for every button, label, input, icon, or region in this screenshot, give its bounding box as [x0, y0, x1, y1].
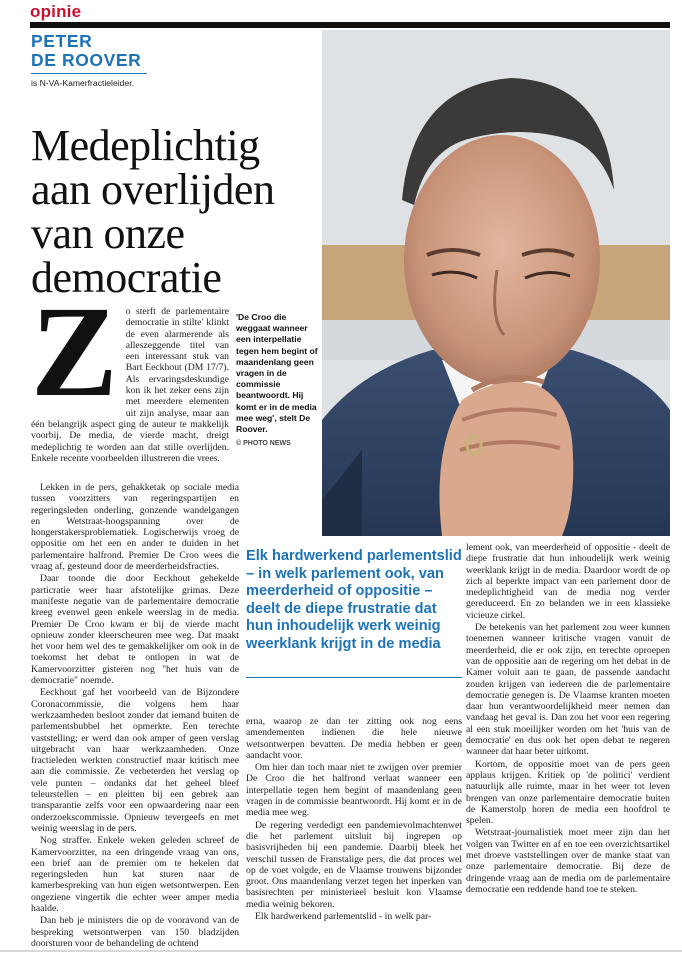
pull-quote-big: Elk hardwerkend parlementslid – in welk parlement ook, van meerderheid of oppositie – deelt de diepe frustratie dat hun inhoudelijk werk weinig weerklank krijgt in de media	[246, 548, 462, 652]
portrait-illustration	[322, 30, 670, 536]
footer-rule	[0, 950, 682, 952]
column-2	[246, 716, 462, 922]
paragraph: lement ook, van meerderheid of oppositie - deelt de diepe frustratie dat hun inhoudelijk werk weinig weerklank krijgt in de media. Daardoor wordt de op zich al beperkte impact van een parlement door de medeplichtigheid van de media nog verder gereduceerd. En zo belanden we in een klassieke vicieuze cirkel.	[466, 542, 670, 621]
top-rule	[30, 22, 670, 28]
paragraph: Nog straffer. Enkele weken geleden schreef de Kamervoorzitter, na een dringende vraag van ons, een brief aan de premier om te hekelen dat regeringsleden hun kat sturen naar de kamerbespreking van hun eigen wetsontwerpen. Een ongeziene vingertik die echter weer amper media haalde.	[31, 835, 239, 914]
paragraph: De regering verdedigt een pandemievolmachtenwet die het parlement uitsluit bij ingrepen op basisvrijheden bij een pandemie. Daarbij bleek het verschil tussen de Franstalige pers, die dat proces wel op de voet volgde, en de Vlaamse trouwens bijzonder groot. Ons maandenlang verzet tegen het inperken van basisrechten per ministerieel besluit kon Vlaamse media weinig bekoren.	[246, 819, 462, 910]
intro-paragraph: o sterft de parlementaire democratie in stilte' klinkt de even alarmerende als alleszeggende titel van een interessant stuk van Bart Eeckhout (DM 17/7). Als ervaringsdeskundige kon ik het zeker eens zijn met meerdere elementen uit zijn analyse, maar aan één belangrijk aspect ging de auteur te makkelijk voorbij. De media, de vierde macht, dreigt medeplichtig te worden aan dat stille overlijden. Enkele recente voorbeelden illustreren die vrees.	[31, 306, 229, 464]
paragraph: Lekken in de pers, gehakketak op sociale media tussen voorzitters van regeringspartijen en regeringsleden onderling, gonzende wandelgangen en Wetstraat-hoogspanning over de hongerstakersproblematiek. Logischerwijs vroeg de oppositie om het een en ander te duiden in het parlementaire halfrond. Premier De Croo wees die vraag af, gesteund door de meerderheidsfracties.	[31, 482, 239, 573]
paragraph: Dan heb je ministers die op de vooravond van de bespreking wetsontwerpen van 150 bladzijden doorsturen voor de behandeling de ochtend	[31, 915, 239, 949]
paragraph: Daar toonde die door Eeckhout gehekelde particratie weer haar afstotelijke grimas. Deze manifeste negatie van de parlementaire democratie kreeg evenwel geen enkele weerslag in de media. Premier De Croo kwam er bij de vierde macht opnieuw zonder kleerscheuren mee weg. Dat maakt het voor hem wel des te gemakkelijker om ook in de toekomst het debat te ontlopen in wat de Kamervoorzitter gisteren nog "het huis van de democratie" noemde.	[31, 573, 239, 687]
portrait-photo	[322, 30, 670, 536]
paragraph: Wetstraat-journalistiek moet meer zijn dan het volgen van Twitter en af en toe een overzichtsartikel met droeve vaststellingen over de manke staat van onze parlementaire democratie. Bij deze de dringende vraag aan de media om de parlementaire democratie een reddende hand toe te steken.	[466, 827, 670, 895]
dropcap: Z	[31, 280, 118, 424]
section-label: opinie	[30, 2, 82, 21]
author-rule	[31, 73, 147, 74]
pull-quote-small-text: 'De Croo die weggaat wanneer een interpellatie tegen hem begint of maandenlang geen vragen in de commissie beantwoordt. Hij komt er in de media mee weg', stelt De Roover.	[236, 312, 318, 435]
pull-quote-small	[236, 312, 318, 449]
paragraph: De betekenis van het parlement zou weer kunnen toenemen wanneer kritische vragen vanuit de meerderheid, die er ook zijn, en terechte oproepen van de oppositie aan de regering om het debat in de Kamer voluit aan te gaan, de passende aandacht zouden krijgen van iedereen die de parlementaire democratie genegen is. De Vlaamse kranten moeten daar hun verantwoordelijkheid meer nemen dan vandaag het geval is. Dan zou het voor een regering al een stuk moeilijker worden om het 'huis van de democratie' en dus ook het open debat te negeren wanneer dat haar beter uitkomt.	[466, 622, 670, 758]
column-3	[466, 542, 670, 895]
headline: Medeplichtig aan overlijden van onze democratie	[31, 121, 275, 302]
column-1-top	[31, 280, 229, 464]
author-name	[31, 32, 141, 70]
paragraph: Elk hardwerkend parlementslid - in welk par-	[255, 911, 432, 923]
paragraph: Kortom, de oppositie moet van de pers geen applaus krijgen. Kritiek op 'de politici' verdient natuurlijk alle ruimte, maar in het weer tot leven brengen van onze parlementaire democratie buiten de Kamerstolp horen de media een hoofdrol te spelen.	[466, 758, 670, 827]
pull-quote-rule	[246, 677, 462, 678]
author-first-name: PETER	[31, 31, 93, 51]
paragraph: erna, waarop ze dan ter zitting ook nog eens amendementen indienen die hele nieuwe wetsontwerpen bevatten. De media hebben er geen aandacht voor.	[246, 716, 462, 761]
author-role: is N-VA-Kamerfractieleider.	[31, 78, 134, 88]
photo-credit: © PHOTO NEWS	[236, 440, 291, 448]
column-1-continued	[31, 482, 239, 949]
paragraph: Om hier dan toch maar niet te zwijgen over premier De Croo die het halfrond verlaat wanneer een interpellatie tegen hem begint of maandenlang geen vragen in de commissie beantwoordt. Hij komt er in de media mee weg.	[246, 762, 462, 819]
paragraph: Eeckhout gaf het voorbeeld van de Bijzondere Coronacommissie, die volgens hem haar werkzaamheden besloot zonder dat iemand buiten de parlementsbubbel het opmerkte. Een terechte vaststelling; er werd dan ook amper of geen verslag uitgebracht van haar werkzaamheden. Onze fractieleden werkten constructief maar kritisch mee aan die commissie. Ze verbeterden het verslag op vele punten – ondanks dat het geheel bleef teleurstellen – en pleitten bij een gebrek aan transparantie zelfs voor een opwaardering naar een onderzoekscommissie. Opnieuw tevergeefs en met weinig weerslag in de pers.	[31, 687, 239, 834]
author-last-name: DE ROOVER	[31, 50, 142, 70]
